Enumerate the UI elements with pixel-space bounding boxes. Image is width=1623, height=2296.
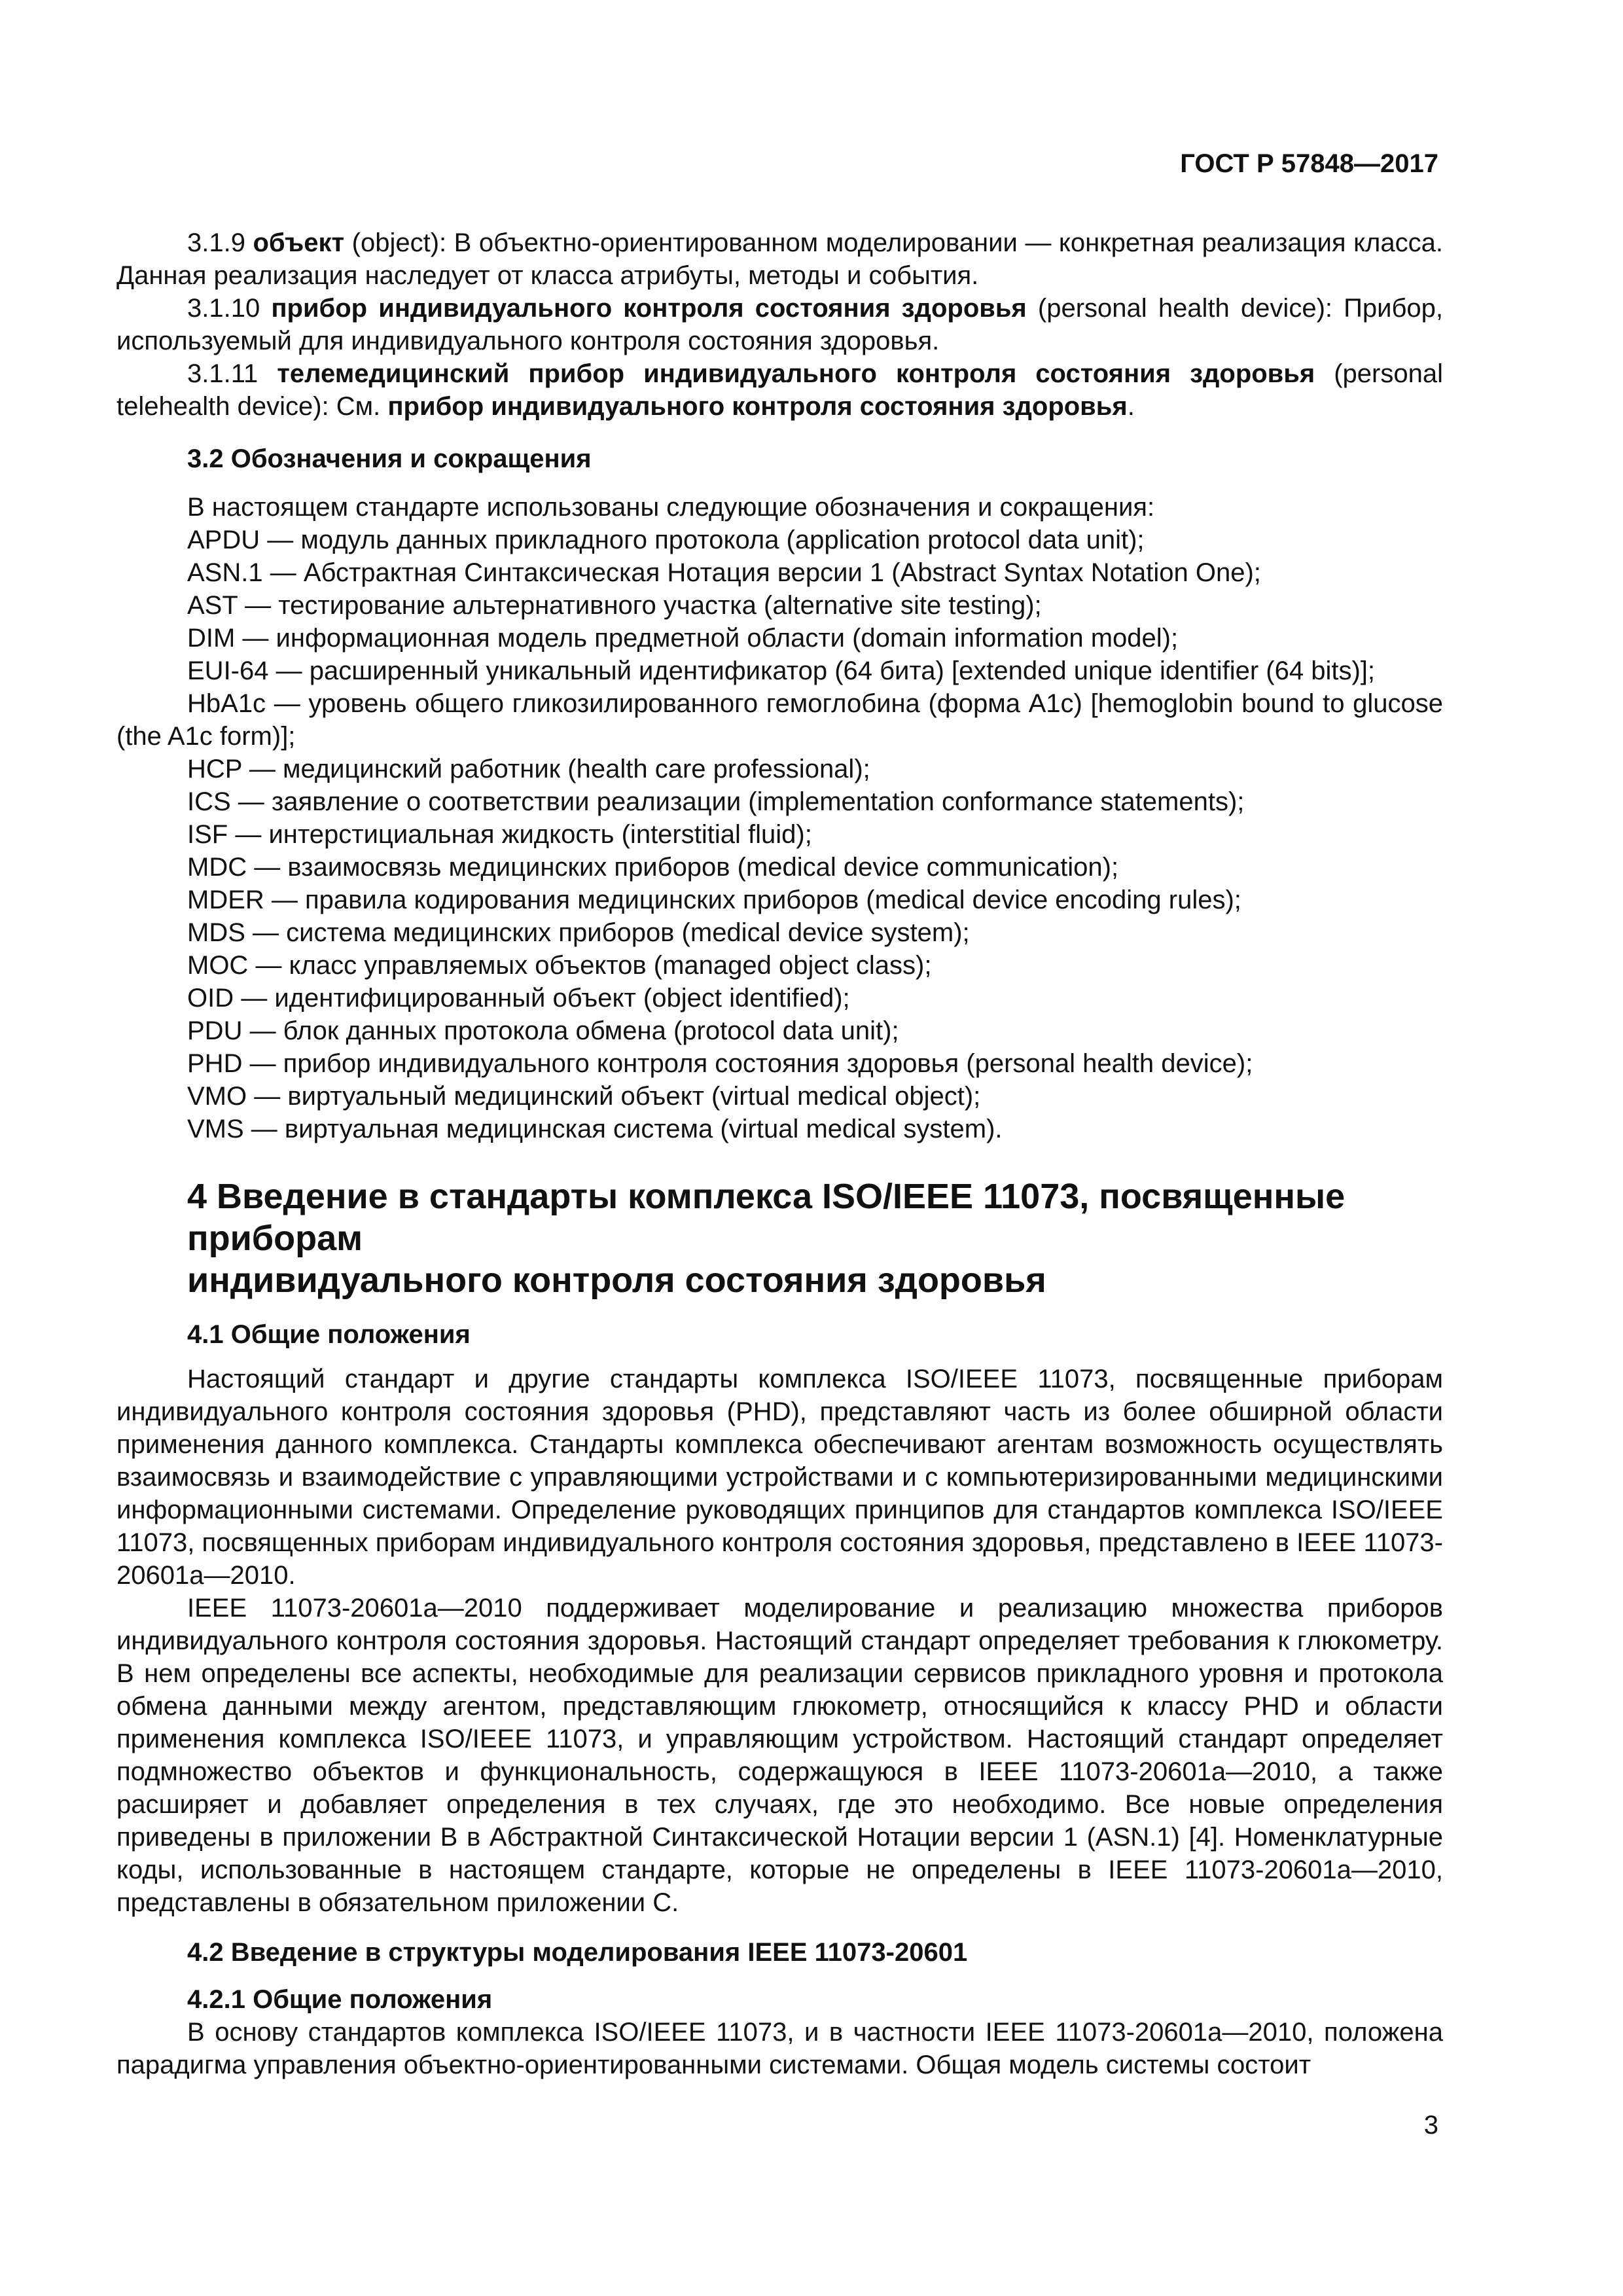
definitions-block — [116, 226, 1443, 423]
abbreviation-item: ASN.1 — Абстрактная Синтаксическая Нотация версии 1 (Abstract Syntax Notation One); — [187, 558, 1261, 587]
definition-text: (personal telehealth device): См. — [116, 359, 1443, 421]
section-heading-3-2: 3.2 Обозначения и сокращения — [187, 444, 592, 473]
definition-text: (personal health device): Прибор, используемый для индивидуального контроля состояния здоровья. — [116, 294, 1443, 355]
abbreviation-item: EUI-64 — расширенный уникальный идентификатор (64 бита) [extended unique identifier (64 bits)]; — [187, 656, 1376, 685]
definition-number: 3.1.10 — [187, 294, 260, 323]
abbreviation-item: DIM — информационная модель предметной области (domain information model); — [187, 624, 1179, 653]
abbreviation-item: MDER — правила кодирования медицинских приборов (medical device encoding rules); — [187, 886, 1241, 914]
page-number: 3 — [1423, 2111, 1438, 2140]
section-heading-4-2: 4.2 Введение в структуры моделирования IEEE 11073-20601 — [187, 1938, 968, 1967]
abbreviation-item: MDS — система медицинских приборов (medical device system); — [187, 918, 970, 947]
paragraph: В основу стандартов комплекса ISO/IEEE 11073, и в частности IEEE 11073-20601a—2010, положена парадигма управления объектно-ориентированными системами. Общая модель системы состоит — [116, 2018, 1443, 2079]
definition-end-punctuation: . — [1127, 392, 1135, 421]
definition-term: объект — [253, 228, 345, 257]
page-content — [116, 226, 1443, 2081]
abbreviation-item: APDU — модуль данных прикладного протокола (application protocol data unit); — [187, 526, 1145, 554]
abbreviations-list — [116, 491, 1443, 1145]
definition-number: 3.1.9 — [187, 228, 245, 257]
chapter-4-title — [187, 1175, 1443, 1301]
abbreviation-item: MOC — класс управляемых объектов (managed object class); — [187, 951, 932, 980]
definition-term: прибор индивидуального контроля состояния здоровья — [271, 294, 1027, 323]
abbreviation-item: VMS — виртуальная медицинская система (virtual medical system). — [187, 1115, 1003, 1143]
definition-number: 3.1.11 — [187, 359, 259, 388]
definition-cross-reference: прибор индивидуального контроля состояния здоровья — [387, 392, 1128, 421]
chapter-title-line: индивидуального контроля состояния здоровья — [187, 1261, 1046, 1300]
definition-text: (object): В объектно-ориентированном моделировании — конкретная реализация класса. Данная реализация наследует от класса атрибуты, методы и события. — [116, 228, 1443, 290]
abbreviation-item: HCP — медицинский работник (health care professional); — [187, 755, 870, 783]
abbreviations-intro: В настоящем стандарте использованы следующие обозначения и сокращения: — [187, 493, 1155, 522]
definition-3-1-10 — [116, 292, 1443, 357]
document-designation: ГОСТ Р 57848—2017 — [1180, 149, 1438, 178]
section-heading-4-1: 4.1 Общие положения — [187, 1320, 471, 1349]
abbreviation-item: ICS — заявление о соответствии реализации (implementation conformance statements); — [187, 787, 1245, 816]
paragraph: IEEE 11073-20601a—2010 поддерживает моделирование и реализацию множества приборов индивидуального контроля состояния здоровья. Настоящий стандарт определяет требования к глюкометру. В нем определены все аспекты, необходимые для реализации сервисов прикладного уровня и протокола обмена данными между агентом, представляющим глюкометр, относящийся к классу PHD и области применения комплекса ISO/IEEE 11073, и управляющим устройством. Настоящий стандарт определяет подмножество объектов и функциональность, содержащуюся в IEEE 11073-20601a—2010, а также расширяет и добавляет определения в тех случаях, где это необходимо. Все новые определения приведены в приложении В в Абстрактной Синтаксической Нотации версии 1 (ASN.1) [4]. Номенклатурные коды, использованные в настоящем стандарте, которые не определены в IEEE 11073-20601a—2010, представлены в обязательном приложении С. — [116, 1594, 1443, 1917]
section-heading-4-2-1: 4.2.1 Общие положения — [187, 1985, 493, 2014]
definition-3-1-11 — [116, 357, 1443, 423]
abbreviation-item: VMO — виртуальный медицинский объект (virtual medical object); — [187, 1082, 981, 1111]
definition-term: телемедицинский прибор индивидуального контроля состояния здоровья — [277, 359, 1315, 388]
paragraph: Настоящий стандарт и другие стандарты комплекса ISO/IEEE 11073, посвященные приборам индивидуального контроля состояния здоровья (PHD), представляют часть из более обширной области применения данного комплекса. Стандарты комплекса обеспечивают агентам возможность осуществлять взаимосвязь и взаимодействие с управляющими устройствами и с компьютеризированными медицинскими информационными системами. Определение руководящих принципов для стандартов комплекса ISO/IEEE 11073, посвященных приборам индивидуального контроля состояния здоровья, представлено в IEEE 11073-20601a—2010. — [116, 1365, 1443, 1590]
abbreviation-item: PDU — блок данных протокола обмена (protocol data unit); — [187, 1016, 899, 1045]
abbreviation-item: MDC — взаимосвязь медицинских приборов (medical device communication); — [187, 853, 1119, 882]
abbreviation-item: OID — идентифицированный объект (object identified); — [187, 984, 850, 1013]
definition-3-1-9 — [116, 226, 1443, 292]
abbreviation-item: ISF — интерстициальная жидкость (interstitial fluid); — [187, 820, 812, 849]
chapter-title-line: 4 Введение в стандарты комплекса ISO/IEEE 11073, посвященные приборам — [187, 1177, 1346, 1258]
abbreviation-item: HbA1c — уровень общего гликозилированного гемоглобина (форма A1c) [hemoglobin bound to glucose (the A1c form)]; — [116, 689, 1443, 751]
abbreviation-item: AST — тестирование альтернативного участка (alternative site testing); — [187, 591, 1042, 620]
abbreviation-item: PHD — прибор индивидуального контроля состояния здоровья (personal health device); — [187, 1049, 1253, 1078]
